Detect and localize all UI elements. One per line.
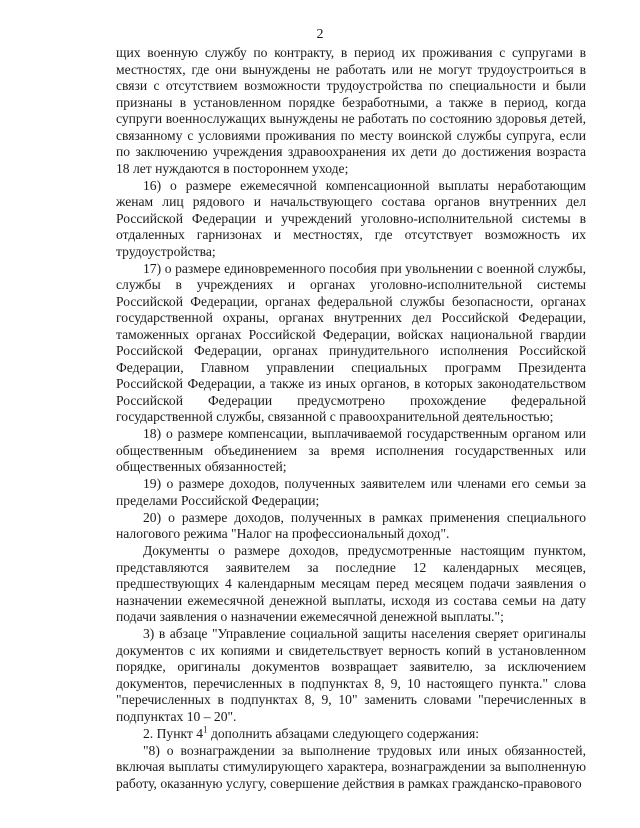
paragraph-item-17: 17) о размере единовременного пособия при увольнении с военной службы, службы в учреждениях и органах уголовно-исполнительной системы Российской Федерации, органах федеральной службы безопасности, органах государственной охраны, органах внутренних дел Российской Федерации, таможенных органах Российской Федерации, войсках национальной гвардии Российской Федерации, органах принудительного исполнения Российской Федерации, Главном управлении специальных программ Президента Российской Федерации, а также из иных органов, в которых законодательством Российской Федерации предусмотрено прохождение федеральной государственной службы, связанной с правоохранительной деятельностью; [116,260,586,424]
paragraph-item-19: 19) о размере доходов, полученных заявителем или членами его семьи за пределами Российской Федерации; [116,476,586,508]
point-2-superscript: 1 [203,723,208,734]
paragraph-item-20: 20) о размере доходов, полученных в рамках применения специального налогового режима "Налог на профессиональный доход". [116,509,586,541]
paragraph-item-18: 18) о размере компенсации, выплачиваемой государственным органом или общественным объединением за время исполнения государственных или общественных обязанностей; [116,426,586,474]
paragraph-subitem-3: 3) в абзаце "Управление социальной защиты населения сверяет оригиналы документов с их копиями и свидетельствует верность копий в установленном порядке, оригиналы документов возвращает заявителю, за исключением документов, перечисленных в подпунктах 8, 9, 10 настоящего пункта." слова "перечисленных в подпунктах 8, 9, 10" заменить словами "перечисленных в подпунктах 10 – 20". [116,626,586,724]
point-2-text-after: дополнить абзацами следующего содержания: [207,725,480,741]
paragraph-quoted-item-8: "8) о вознаграждении за выполнение трудовых или иных обязанностей, включая выплаты стимулирующего характера, вознаграждении за выполненную работу, оказанную услугу, совершение действия в рамках гражданско-правового [116,742,586,791]
paragraph-point-2 [116,723,586,743]
document-body [116,45,586,793]
paragraph-continuation: щих военную службу по контракту, в период их проживания с супругами в местностях, где они вынуждены не работать или не могут трудоустроиться в связи с отсутствием возможности трудоустройства по специальности и были признаны в установленном порядке безработными, а также в период, когда супруги военнослужащих вынуждены не работать по состоянию здоровья детей, связанному с условиями проживания по месту воинской службы супруга, если по заключению учреждения здравоохранения их дети до достижения возраста 18 лет нуждаются в постороннем уходе; [116,45,586,176]
paragraph-documents-note: Документы о размере доходов, предусмотренные настоящим пунктом, представляются заявителем за последние 12 календарных месяцев, предшествующих 4 календарным месяцам перед месяцем подачи заявления о назначении ежемесячной денежной выплаты, исходя из состава семьи на дату подачи заявления о назначении ежемесячной денежной выплаты."; [116,543,586,624]
point-2-text-before: 2. Пункт 4 [143,725,204,741]
paragraph-item-16: 16) о размере ежемесячной компенсационной выплаты неработающим женам лиц рядового и начальствующего состава органов внутренних дел Российской Федерации и учреждений уголовно-исполнительной системы в отдаленных гарнизонах и местностях, где отсутствует возможность их трудоустройства; [116,177,586,259]
page-number: 2 [316,27,324,42]
